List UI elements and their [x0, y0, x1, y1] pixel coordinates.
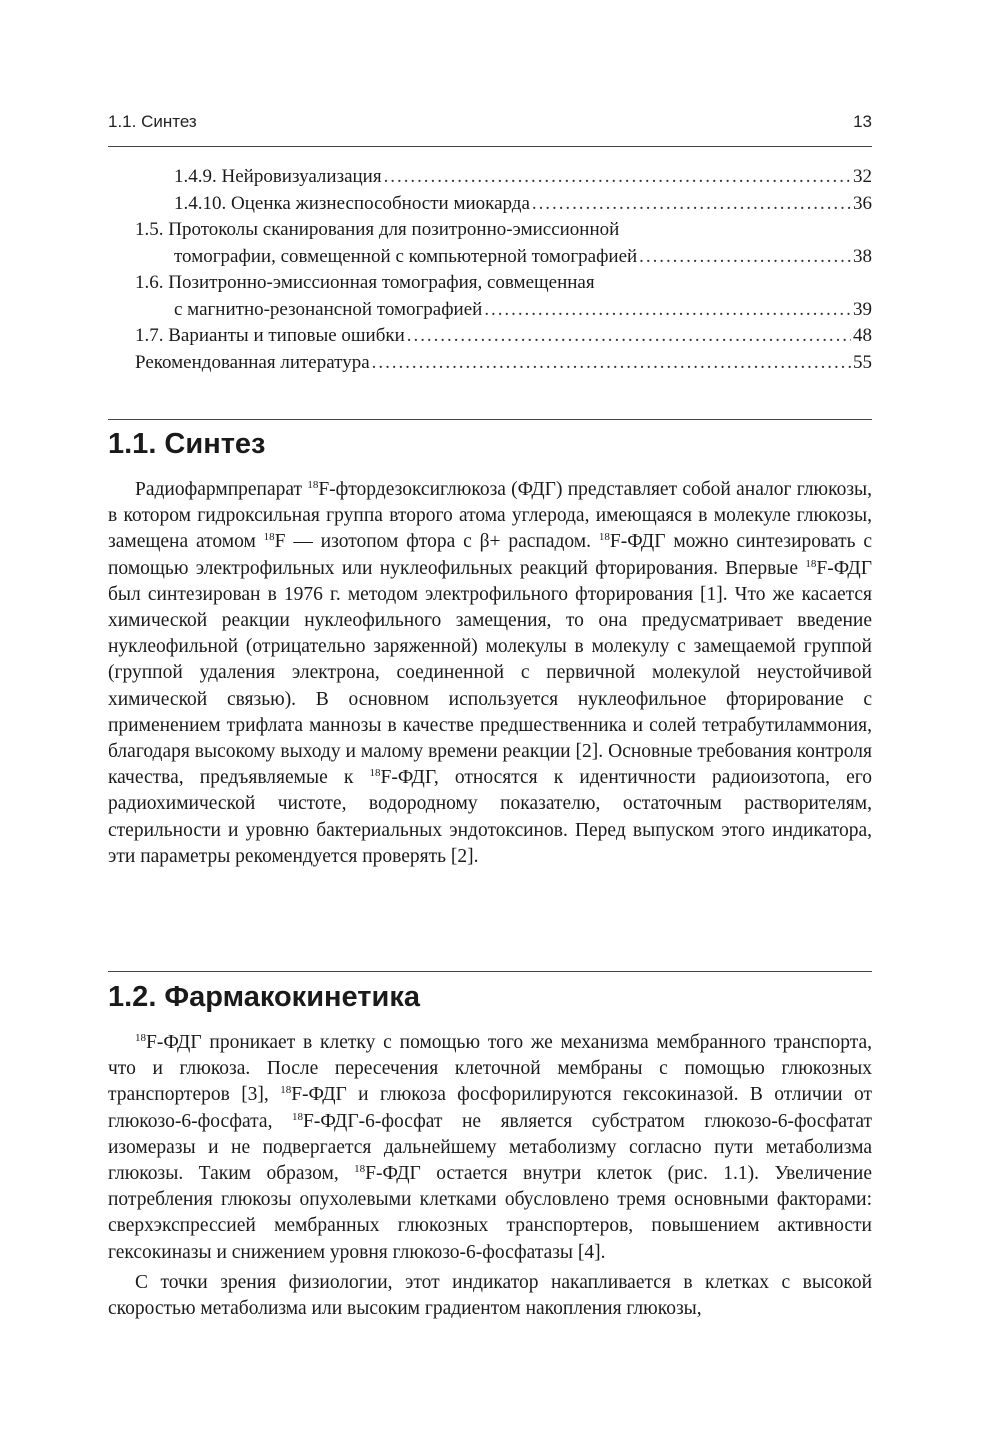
superscript: 18 [805, 557, 817, 570]
toc-entry-page: 32 [853, 166, 872, 187]
section-title-pharmacokinetics: 1.2. Фармакокинетика [108, 981, 420, 1013]
superscript: 18 [135, 1032, 146, 1044]
toc-entry[interactable] [108, 191, 872, 218]
toc-entry-title: 1.4.9. Нейровизуализация [174, 166, 382, 187]
paragraph: $^{18}$F-ФДГ проникает в клетку с помощью того же механизма мембранного транспорта, что и глюкоза. После пересечения клеточной мембраны с помощью глюкозных транспортеров [3], $^{18}$F-ФДГ и глюкоза фосфорилируются гексокиназой. В отличии от глюкозо-6-фосфата, $^{18}$F-ФДГ-6-фосфат не является субстратом глюкозо-6-фосфатат изомеразы и не подвергается дальнейшему метаболизму согласно пути метаболизма глюкозы. Таким образом, $^{18}$F-ФДГ остается внутри клеток (рис. 1.1). Увеличение потребления глюкозы опухолевыми клетками обусловлено тремя основными факторами: сверхэкспрессией мембранных глюкозных транспортеров, повышением активности гексокиназы и снижением уровня глюкозо-6-фосфатазы [4]. [108, 1032, 872, 1263]
toc-entry[interactable] [108, 323, 872, 350]
toc-entry[interactable] [108, 270, 872, 297]
page-number: 13 [853, 112, 872, 131]
toc-entry-page: 39 [853, 298, 872, 320]
toc-entry-title: с магнитно-резонансной томографией [174, 298, 483, 320]
paragraph: Радиофармпрепарат $^{18}$F-фтордезоксиглюкоза (ФДГ) представляет собой аналог глюкозы, в котором гидроксильная группа второго атома углерода, имеющаяся в молекуле глюкозы, замещена атомом $^{18}$F — изотопом фтора с β+ распадом. $^{18}$F-ФДГ можно синтезировать с помощью электрофильных или нуклеофильных реакций фторирования. Впервые $^{18}$F-ФДГ был синтезирован в 1976 г. методом электрофильного фторирования [1]. Что же касается химической реакции нуклеофильного замещения, то она предусматривает введение нуклеофильной (отрицательно заряженной) молекулы в молекулу с замещаемой группой (группой удаления электрона, соединенной с первичной молекулой неустойчивой химической связью). В основном используется нуклеофильное фторирование с применением трифлата маннозы в качестве предшественника и солей тетрабутиламмония, благодаря высокому выходу и малому времени реакции [2]. Основные требования контроля качества, предъявляемые к $^{18}$F-ФДГ, относятся к идентичности радиоизотопа, его радиохимической чистоте, водородному показателю, остаточным растворителям, стерильности и уровню бактериальных эндотоксинов. Перед выпуском этого индикатора, эти параметры рекомендуется проверять [2]. [108, 479, 873, 867]
toc-entry-continuation[interactable] [108, 297, 872, 324]
toc-leader-dots [407, 323, 851, 350]
header-divider [108, 146, 872, 147]
toc-leader-dots [384, 164, 851, 191]
superscript: 18 [354, 1163, 366, 1176]
toc-entry-title: Рекомендованная литература [135, 351, 370, 373]
toc-entry-page: 55 [853, 351, 872, 373]
superscript: 18 [292, 1110, 303, 1123]
toc-entry-page: 36 [853, 192, 872, 214]
running-header [108, 112, 872, 136]
toc-entry-title: томографии, совмещенной с компьютерной томографией [174, 245, 638, 267]
section-body-synthesis [108, 477, 872, 870]
toc-entry-title: 1.4.10. Оценка жизнеспособности миокарда [174, 192, 530, 214]
toc-entry-continuation[interactable] [108, 244, 872, 271]
toc-entry-title: 1.6. Позитронно-эмиссионная томография, совмещенная [135, 272, 595, 293]
toc-entry-page: 48 [853, 325, 872, 346]
toc-entry[interactable] [108, 217, 872, 244]
paragraph: С точки зрения физиологии, этот индикатор накапливается в клетках с высокой скоростью метаболизма или высоким градиентом накопления глюкозы, [108, 1271, 872, 1320]
table-of-contents [108, 164, 872, 376]
superscript: 18 [369, 767, 381, 780]
toc-leader-dots [372, 350, 851, 377]
toc-leader-dots [532, 191, 851, 218]
superscript: 18 [598, 531, 610, 544]
running-header-section: 1.1. Синтез [108, 112, 197, 131]
toc-entry[interactable] [108, 164, 872, 191]
toc-entry-title: 1.5. Протоколы сканирования для позитронно-эмиссионной [135, 219, 620, 240]
toc-entry-page: 38 [853, 245, 872, 267]
superscript: 18 [263, 531, 275, 544]
superscript: 18 [307, 479, 319, 491]
toc-leader-dots [639, 244, 851, 271]
toc-entry-title: 1.7. Варианты и типовые ошибки [135, 325, 405, 346]
toc-leader-dots [484, 297, 851, 324]
section-title-synthesis: 1.1. Синтез [108, 428, 266, 460]
section-body-pharmacokinetics [108, 1030, 872, 1322]
toc-entry[interactable] [108, 350, 872, 377]
section-divider [108, 971, 872, 972]
superscript: 18 [280, 1084, 292, 1097]
section-divider [108, 419, 872, 420]
